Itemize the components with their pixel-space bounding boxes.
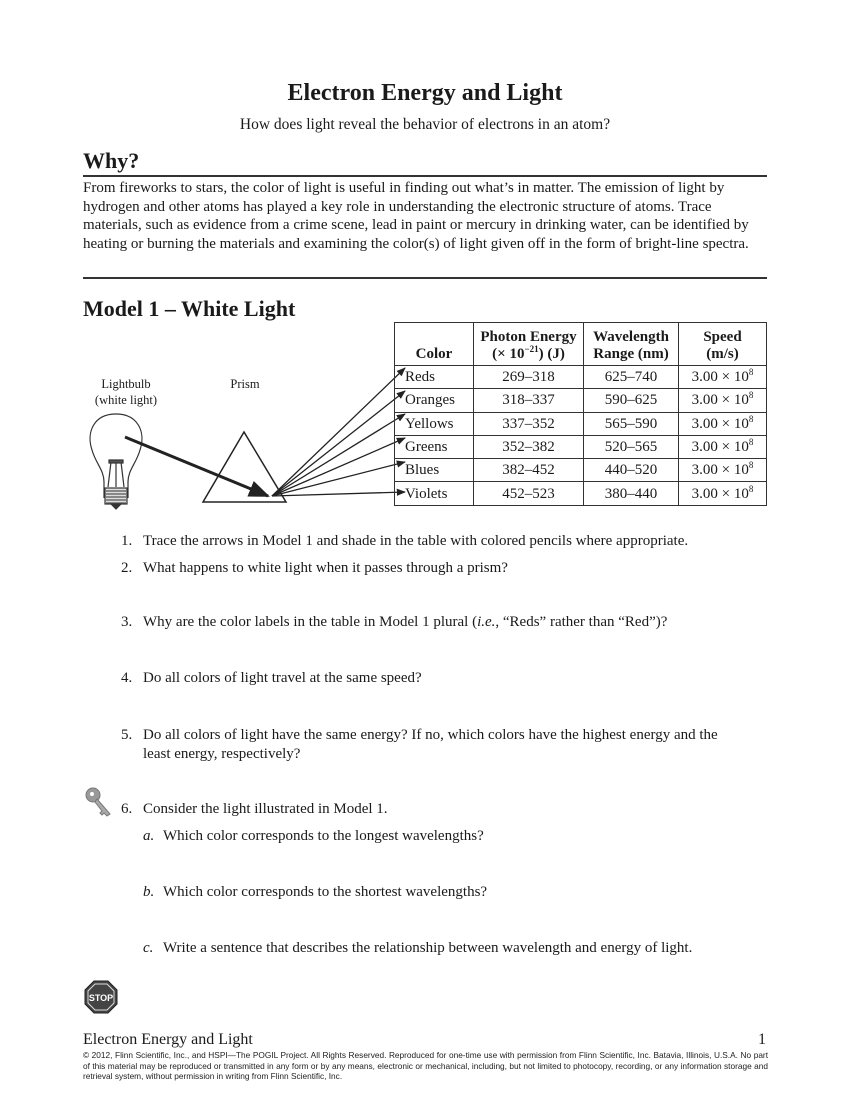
cell-speed: $3.00 \times 10^8$ xyxy=(679,459,767,482)
question-number: 4. xyxy=(121,670,133,686)
model1-heading: Model 1 – White Light xyxy=(83,296,296,321)
cell-energy: 452–523 xyxy=(474,482,584,505)
page-number: 1 xyxy=(758,1031,766,1048)
cell-color: Violets xyxy=(395,482,474,505)
table-row xyxy=(395,435,767,458)
question-number: 2. xyxy=(121,560,133,576)
question-text: Trace the arrows in Model 1 and shade in the table with colored pencils where appropriate. xyxy=(143,533,689,549)
question-number: 3. xyxy=(121,614,133,630)
stop-icon xyxy=(84,980,118,1014)
incoming-ray xyxy=(125,437,268,496)
table-row xyxy=(395,412,767,435)
question-text: Consider the light illustrated in Model 1. xyxy=(143,801,388,817)
prism-icon xyxy=(203,432,286,502)
page-title: Electron Energy and Light xyxy=(287,80,563,106)
lightbulb-icon xyxy=(90,414,142,509)
question-text: Why are the color labels in the table in Model 1 plural (i.e., “Reds” rather than “Red”)? xyxy=(143,614,668,630)
cell-energy: 352–382 xyxy=(474,435,584,458)
table-row xyxy=(395,459,767,482)
cell-speed: $3.00 \times 10^8$ xyxy=(679,482,767,505)
svg-text:STOP: STOP xyxy=(88,993,114,1003)
question-number: 6. xyxy=(121,801,133,817)
cell-speed: $3.00 \times 10^8$ xyxy=(679,435,767,458)
lightbulb-label-line2: (white light) xyxy=(94,393,158,407)
cell-energy: 318–337 xyxy=(474,389,584,412)
cell-color: Oranges xyxy=(395,389,474,412)
model1-table xyxy=(394,322,767,506)
cell-color: Reds xyxy=(395,366,474,389)
lightbulb-label-line1: Lightbulb xyxy=(101,377,151,391)
cell-wavelength: 590–625 xyxy=(584,389,679,412)
cell-wavelength: 625–740 xyxy=(584,366,679,389)
col-header-color: Color xyxy=(395,323,474,366)
col-header-energy: Photon Energy (× $10^{-21}$) (J) xyxy=(474,323,584,366)
footer-title: Electron Energy and Light xyxy=(83,1031,253,1048)
cell-color: Blues xyxy=(395,459,474,482)
key-icon xyxy=(84,786,114,818)
cell-energy: 382–452 xyxy=(474,459,584,482)
col-header-speed: Speed (m/s) xyxy=(679,323,767,366)
cell-speed: $3.00 \times 10^8$ xyxy=(679,412,767,435)
col-header-wavelength: Wavelength Range (nm) xyxy=(584,323,679,366)
cell-wavelength: 520–565 xyxy=(584,435,679,458)
cell-wavelength: 380–440 xyxy=(584,482,679,505)
table-row xyxy=(395,482,767,505)
question-text: Do all colors of light travel at the same speed? xyxy=(143,670,422,686)
cell-color: Greens xyxy=(395,435,474,458)
question-number: 1. xyxy=(121,533,133,549)
why-heading: Why? xyxy=(83,148,140,173)
table-row xyxy=(395,389,767,412)
question-number: 5. xyxy=(121,727,133,743)
question-text: Do all colors of light have the same energy? If no, which colors have the highest energy and the least energy, respectively? xyxy=(143,727,718,762)
cell-speed: $3.00 \times 10^8$ xyxy=(679,366,767,389)
cell-color: Yellows xyxy=(395,412,474,435)
prism-label: Prism xyxy=(230,377,260,391)
table-row xyxy=(395,366,767,389)
cell-wavelength: 440–520 xyxy=(584,459,679,482)
why-body: From fireworks to stars, the color of light is useful in finding out what’s in matter. The emission of light by hydrogen and other atoms has played a key role in understanding the electronic structure of atoms. Trace materials, such as evidence from a crime scene, lead in paint or mercury in drinking water, can be identified by heating or burning the materials and examining the color(s) of light given off in the form of bright-line spectra. xyxy=(83,180,749,252)
page-subtitle: How does light reveal the behavior of electrons in an atom? xyxy=(239,116,611,133)
cell-energy: 269–318 xyxy=(474,366,584,389)
copyright-notice: © 2012, Flinn Scientific, Inc., and HSPI—The POGIL Project. All Rights Reserved. Reproduced for one-time use with permission from Flinn Scientific, Inc. Batavia, Illinois, U.S.A. No part of this material may be reproduced or transmitted in any form or by any means, electronic or mechanical, including, but not limited to photocopy, recording, or any information storage and retrieval system, without permission in writing from Flinn Scientific, Inc. xyxy=(83,1050,768,1081)
cell-wavelength: 565–590 xyxy=(584,412,679,435)
dispersed-rays xyxy=(272,368,405,496)
cell-speed: $3.00 \times 10^8$ xyxy=(679,389,767,412)
cell-energy: 337–352 xyxy=(474,412,584,435)
question-text: What happens to white light when it passes through a prism? xyxy=(143,560,508,576)
